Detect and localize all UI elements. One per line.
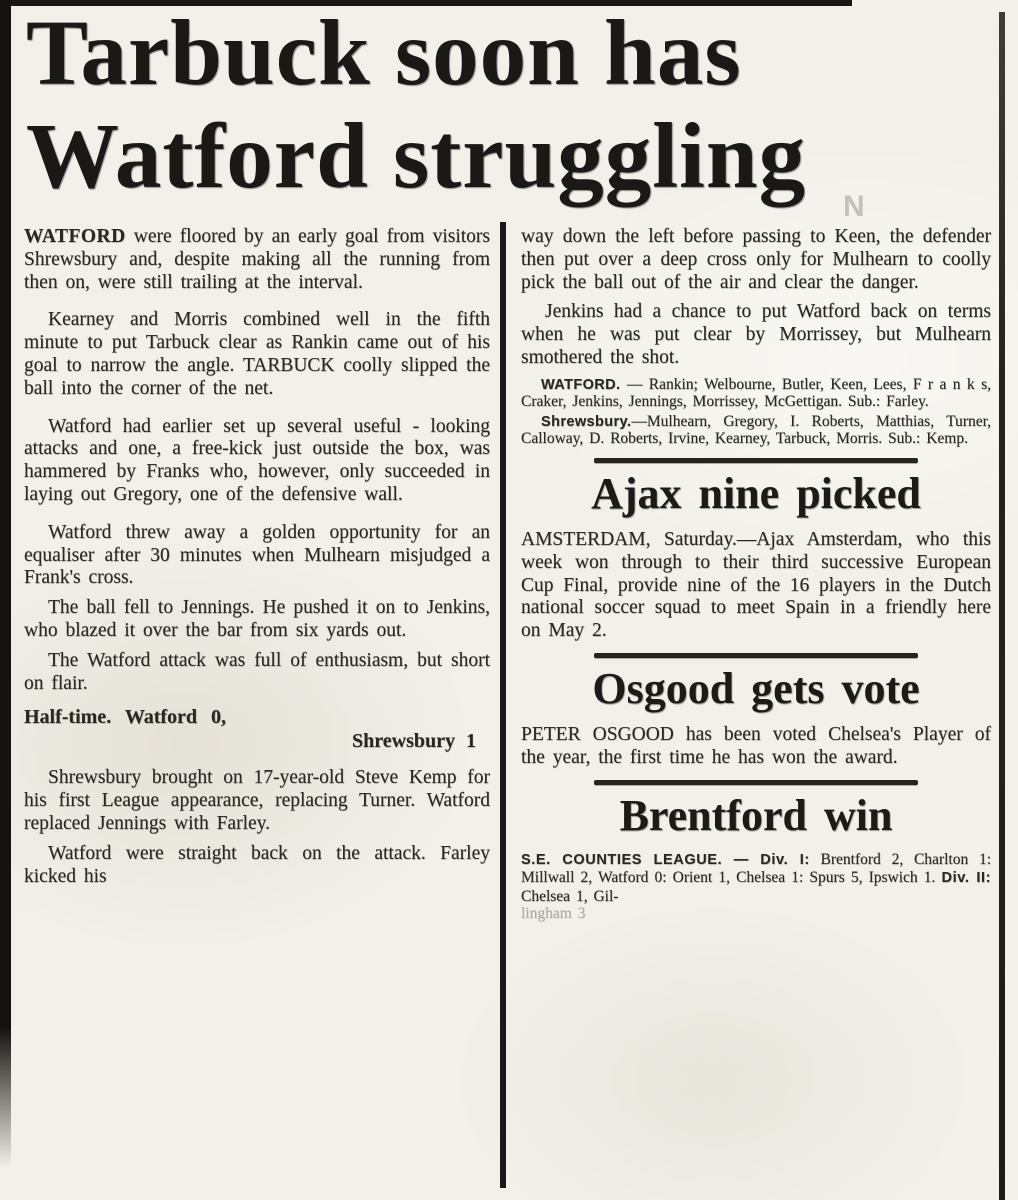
div2-label: Div. II:	[941, 870, 992, 887]
scan-border-right	[999, 12, 1005, 1200]
right-column	[521, 226, 991, 923]
halftime-score	[24, 705, 490, 753]
watermark-n: N	[843, 190, 865, 223]
headline-line-1: Tarbuck soon has	[26, 2, 742, 105]
faint-last-line: lingham 3	[521, 905, 586, 923]
counties-league-label: S.E. COUNTIES LEAGUE. — Div. I:	[521, 851, 810, 868]
brentford-section-headline: Brentford win	[619, 790, 893, 840]
article-headline	[26, 2, 986, 208]
left-column	[24, 226, 490, 895]
paragraph-free-kick: Watford had earlier set up several useful - looking attacks and one, a free-kick just outside the box, was hammered by Franks who, however, only succeeded in laying out Gregory, one of the defensive wall.	[24, 415, 490, 505]
paragraph-smothered-shot: Jenkins had a chance to put Watford back on terms when he was put clear by Morrissey, but Mulhearn smothered the shot.	[521, 301, 991, 368]
shrewsbury-team-label: Shrewsbury.	[541, 414, 632, 431]
paragraph-back-on-attack: Watford were straight back on the attack. Farley kicked his	[24, 842, 490, 887]
column-divider-rule	[500, 222, 506, 1188]
paragraph-lead-caps: WATFORD	[24, 226, 126, 247]
team-list-watford: WATFORD. — Rankin; Welbourne, Butler, Keen, Lees, F r a n k s, Craker, Jenkins, Jennings, Morrissey, McGettigan. Sub.: Farley.	[521, 375, 991, 410]
team-list-shrewsbury: Shrewsbury.—Mulhearn, Gregory, I. Roberts, Matthias, Turner, Calloway, D. Roberts, Irvine, Kearney, Tarbuck, Morris. Sub.: Kemp.	[521, 413, 991, 448]
paragraph-golden-opportunity: Watford threw away a golden opportunity for an equaliser after 30 minutes when Mulhearn misjudged a Frank's cross.	[24, 521, 490, 589]
halftime-score-line1: Half-time. Watford 0,	[24, 706, 227, 729]
halftime-score-line2: Shrewsbury 1	[352, 730, 476, 753]
paragraph-first-goal: Kearney and Morris combined well in the fifth minute to put Tarbuck clear as Rankin came out of his goal to narrow the angle. TARBUCK coolly slipped the ball into the corner of the net.	[24, 309, 490, 399]
section-rule	[594, 780, 918, 785]
scan-border-left	[0, 0, 11, 1168]
section-rule	[594, 653, 918, 658]
paragraph-substitutions: Shrewsbury brought on 17-year-old Steve Kemp for his first League appearance, replacing Turner. Watford replaced Jennings with Farley.	[24, 767, 490, 834]
ajax-section-headline: Ajax nine picked	[591, 468, 921, 518]
paragraph-flair: The Watford attack was full of enthusiasm, but short on flair.	[24, 649, 490, 694]
brentford-results: S.E. COUNTIES LEAGUE. — Div. I: Brentford 2, Charlton 1: Millwall 2, Watford 0: Orient 1, Chelsea 1: Spurs 5, Ipswich 1. Div. II: Chelsea 1, Gil-	[521, 850, 992, 905]
osgood-section-headline: Osgood gets vote	[592, 663, 920, 713]
headline-line-2: Watford struggling	[26, 105, 807, 208]
osgood-section-body: PETER OSGOOD has been voted Chelsea's Player of the year, the first time he has won the award.	[521, 723, 991, 768]
paragraph-jennings-jenkins: The ball fell to Jennings. He pushed it on to Jenkins, who blazed it over the bar from six yards out.	[24, 597, 490, 641]
section-rule	[594, 458, 918, 463]
paragraph-deep-cross: way down the left before passing to Keen, the defender then put over a deep cross only for Mulhearn to coolly pick the ball out of the air and clear the danger.	[521, 226, 991, 293]
ajax-section-body: AMSTERDAM, Saturday.—Ajax Amsterdam, who this week won through to their third successive European Cup Final, provide nine of the 16 players in the Dutch national soccer squad to meet Spain in a friendly here on May 2.	[521, 528, 991, 642]
paragraph-intro: WATFORD were floored by an early goal from visitors Shrewsbury and, despite making all the running from then on, were still trailing at the interval.	[24, 226, 490, 293]
watford-team-label: WATFORD.	[541, 376, 621, 393]
